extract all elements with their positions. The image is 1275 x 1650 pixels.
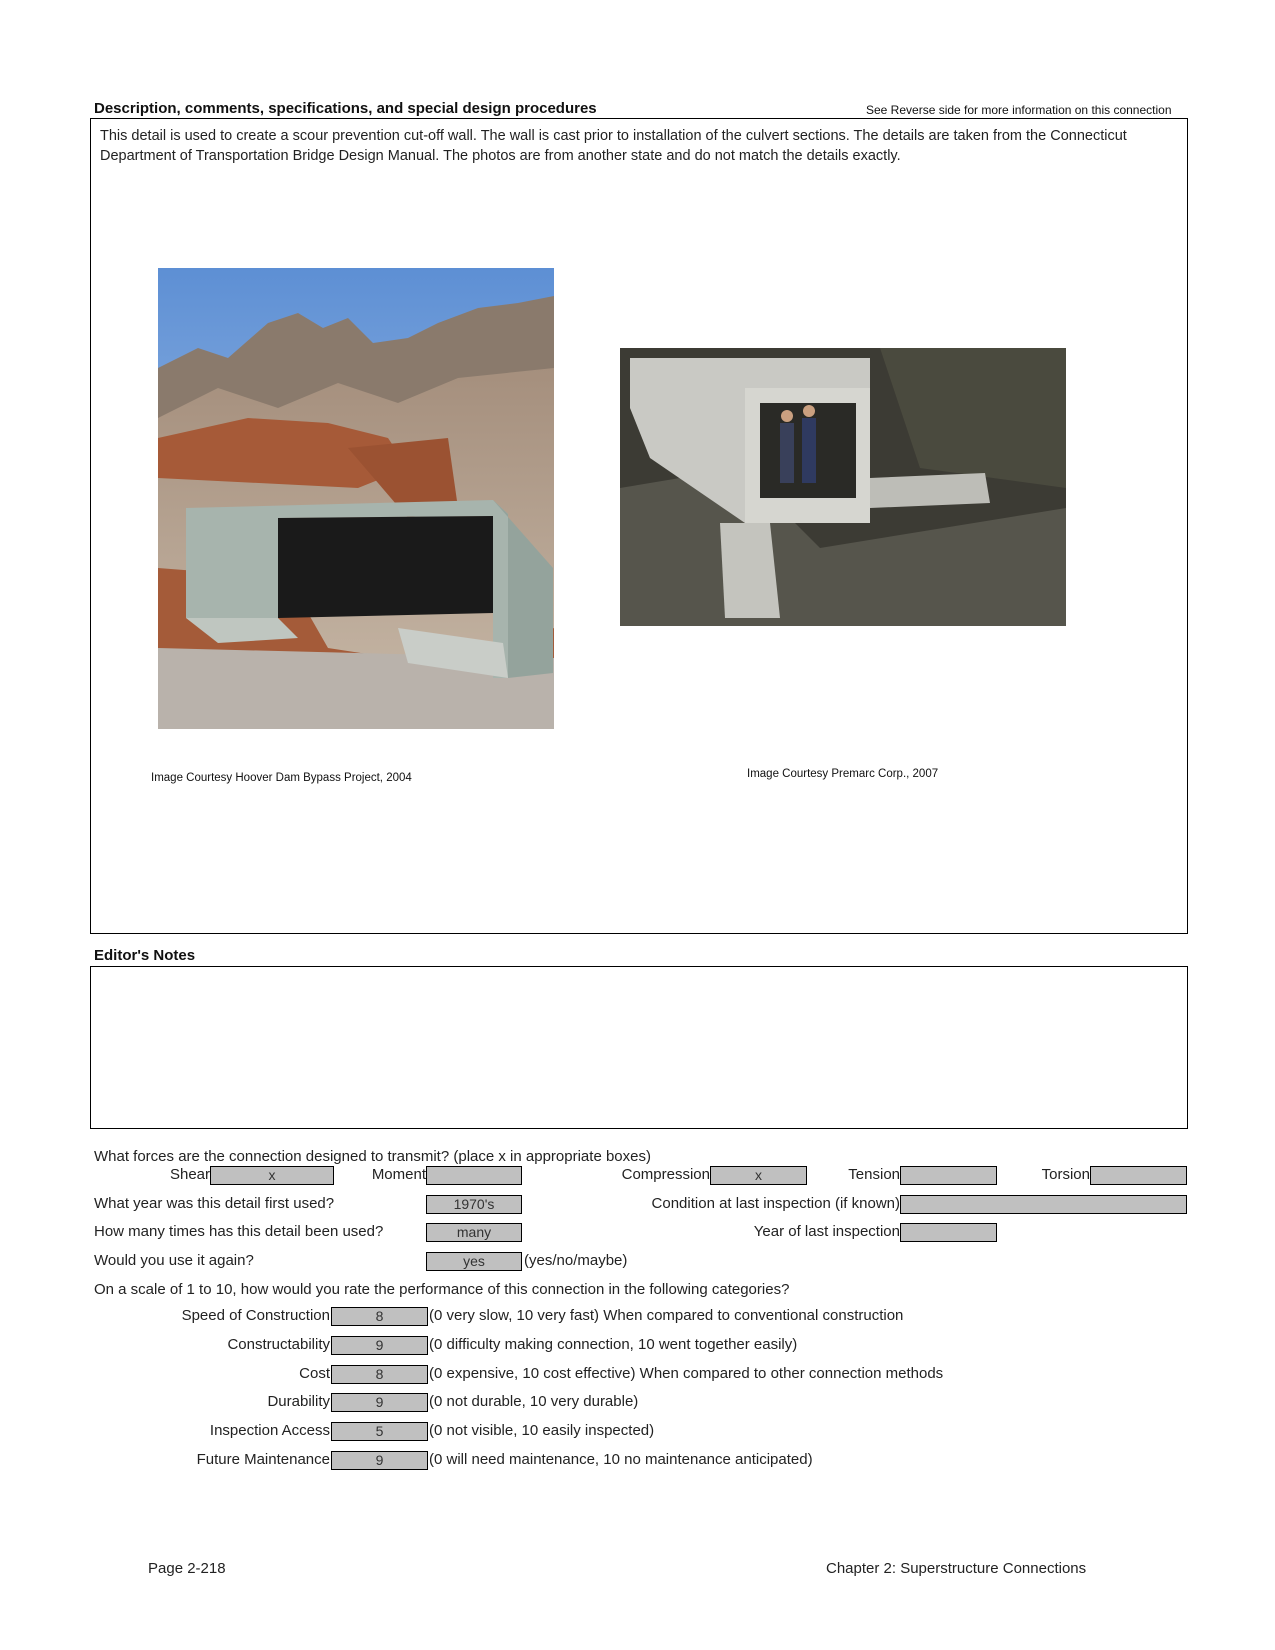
photo2-caption: Image Courtesy Premarc Corp., 2007 [747, 768, 939, 780]
description-header: Description, comments, specifications, and special design procedures [94, 100, 597, 117]
description-box [90, 118, 1188, 934]
condition-label: Condition at last inspection (if known) [651, 1195, 900, 1212]
shear-field[interactable]: x [210, 1166, 334, 1185]
compression-field[interactable]: x [710, 1166, 807, 1185]
moment-field[interactable] [426, 1166, 522, 1185]
rating-label-durability: Durability [267, 1393, 330, 1410]
torsion-label: Torsion [1041, 1166, 1090, 1183]
rating-label-future-maintenance: Future Maintenance [196, 1451, 330, 1468]
precast-culvert-photo [620, 348, 1066, 626]
rating-field-inspection-access[interactable]: 5 [331, 1422, 428, 1441]
page-number: Page 2-218 [148, 1560, 226, 1577]
reuse-hint: (yes/no/maybe) [524, 1252, 628, 1269]
rating-field-cost[interactable]: 8 [331, 1365, 428, 1384]
forces-question: What forces are the connection designed to transmit? (place x in appropriate boxes) [94, 1148, 651, 1165]
rating-hint-constructability: (0 difficulty making connection, 10 went together easily) [429, 1336, 798, 1353]
rating-hint-durability: (0 not durable, 10 very durable) [429, 1393, 639, 1410]
shear-label: Shear [169, 1166, 210, 1183]
tension-field[interactable] [900, 1166, 997, 1185]
condition-field[interactable] [900, 1195, 1187, 1214]
year-question: What year was this detail first used? [94, 1195, 335, 1212]
torsion-field[interactable] [1090, 1166, 1187, 1185]
rating-field-durability[interactable]: 9 [331, 1393, 428, 1412]
rating-hint-cost: (0 expensive, 10 cost effective) When compared to other connection methods [429, 1365, 944, 1382]
times-field[interactable]: many [426, 1223, 522, 1242]
culvert-desert-photo [158, 268, 554, 729]
photo1-caption: Image Courtesy Hoover Dam Bypass Project, 2004 [151, 772, 412, 784]
rating-hint-future-maintenance: (0 will need maintenance, 10 no maintenance anticipated) [429, 1451, 813, 1468]
chapter-title: Chapter 2: Superstructure Connections [826, 1560, 1087, 1577]
rating-label-constructability: Constructability [227, 1336, 330, 1353]
moment-label: Moment [371, 1166, 426, 1183]
rating-field-future-maintenance[interactable]: 9 [331, 1451, 428, 1470]
year-inspection-label: Year of last inspection [753, 1223, 900, 1240]
tension-label: Tension [848, 1166, 900, 1183]
times-question: How many times has this detail been used? [94, 1223, 384, 1240]
description-text: This detail is used to create a scour prevention cut-off wall. The wall is cast prior to installation of the culvert sections. The details are taken from the Connecticut Department of Transportation Bridge Design Manual. The photos are from another state and do not match the details exactly. [100, 128, 1127, 164]
compression-label: Compression [621, 1166, 710, 1183]
editors-notes-box[interactable] [90, 966, 1188, 1129]
rating-field-constructability[interactable]: 9 [331, 1336, 428, 1355]
rating-label-cost: Cost [299, 1365, 330, 1382]
rating-hint-inspection-access: (0 not visible, 10 easily inspected) [429, 1422, 655, 1439]
reuse-question: Would you use it again? [94, 1252, 254, 1269]
reuse-field[interactable]: yes [426, 1252, 522, 1271]
editors-notes-header: Editor's Notes [94, 947, 196, 964]
rating-field-speed[interactable]: 8 [331, 1307, 428, 1326]
reverse-side-note: See Reverse side for more information on this connection [866, 103, 1172, 117]
rating-hint-speed: (0 very slow, 10 very fast) When compared to conventional construction [429, 1307, 904, 1324]
year-field[interactable]: 1970's [426, 1195, 522, 1214]
ratings-intro: On a scale of 1 to 10, how would you rate the performance of this connection in the following categories? [94, 1281, 790, 1298]
rating-label-inspection-access: Inspection Access [209, 1422, 330, 1439]
rating-label-speed: Speed of Construction [181, 1307, 330, 1324]
year-inspection-field[interactable] [900, 1223, 997, 1242]
